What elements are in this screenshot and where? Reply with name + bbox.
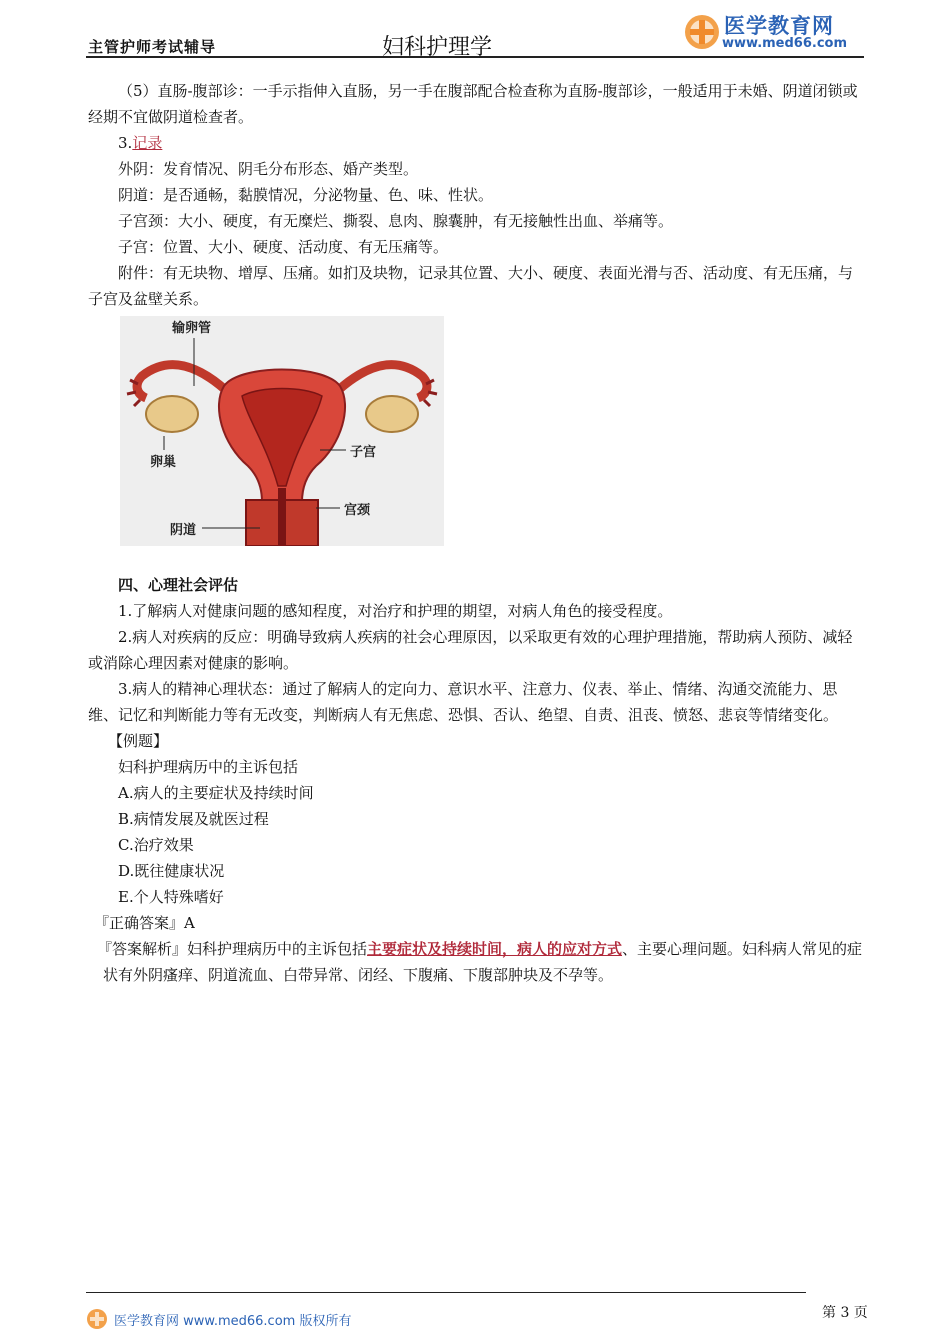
record-uterus: 子宫：位置、大小、硬度、活动度、有无压痛等。 xyxy=(118,238,449,256)
section-heading-psych: 四、心理社会评估 xyxy=(118,576,239,594)
answer-analysis xyxy=(88,936,866,988)
main-content xyxy=(88,78,866,988)
record-vulva: 外阴：发育情况、阴毛分布形态、婚产类型。 xyxy=(118,160,419,178)
correct-answer: 『正确答案』A xyxy=(94,914,195,932)
psych-item-3: 3.病人的精神心理状态：通过了解病人的定向力、意识水平、注意力、仪表、举止、情绪、沟通交流能力、思维、记忆和判断能力等有无改变，判断病人有无焦虑、恐惧、否认、绝望、自责、沮丧、愤怒、悲哀等情绪变化。 xyxy=(88,680,839,724)
logo-name: 医学教育网 xyxy=(724,14,834,38)
record-cervix: 子宫颈：大小、硬度，有无糜烂、撕裂、息肉、腺囊肿，有无接触性出血、举痛等。 xyxy=(118,212,674,230)
header-course: 主管护师考试辅导 xyxy=(88,38,217,56)
paragraph-rectal-exam: （5）直肠-腹部诊：一手示指伸入直肠，另一手在腹部配合检查称为直肠-腹部诊，一般适用于未婚、阴道闭锁或经期不宜做阴道检查者。 xyxy=(88,82,858,126)
logo-cross-icon xyxy=(684,14,720,50)
option-a: A.病人的主要症状及持续时间 xyxy=(118,784,314,802)
analysis-suffix: 、主要心理问题。妇科病人常见的症状有外阴瘙痒、阴道流血、白带异常、闭经、下腹痛、下腹部肿块及不孕等。 xyxy=(103,940,863,984)
uterus-diagram xyxy=(120,316,444,546)
analysis-highlight: 主要症状及持续时间，病人的应对方式 xyxy=(367,940,623,958)
record-link[interactable]: 记录 xyxy=(132,134,163,152)
option-b: B.病情发展及就医过程 xyxy=(118,810,269,828)
footer-logo-icon xyxy=(86,1308,108,1330)
option-e: E.个人特殊嗜好 xyxy=(118,888,224,906)
footer-copyright: 医学教育网 www.med66.com 版权所有 xyxy=(114,1314,352,1329)
label-cervix: 宫颈 xyxy=(344,503,371,518)
label-tube: 输卵管 xyxy=(172,321,212,336)
record-adnexa: 附件：有无块物、增厚、压痛。如扪及块物，记录其位置、大小、硬度、表面光滑与否、活动度、有无压痛，与子宫及盆壁关系。 xyxy=(88,264,854,308)
uterus-illustration xyxy=(120,316,444,546)
record-heading xyxy=(88,130,866,156)
label-vagina: 阴道 xyxy=(170,523,197,538)
analysis-prefix: 『答案解析』妇科护理病历中的主诉包括 xyxy=(97,940,368,958)
record-vagina: 阴道：是否通畅，黏膜情况，分泌物量、色、味、性状。 xyxy=(118,186,494,204)
logo-url: www.med66.com xyxy=(722,36,848,51)
header-rule xyxy=(86,56,864,58)
label-ovary: 卵巢 xyxy=(150,455,177,470)
record-number: 3. xyxy=(118,134,133,152)
example-label: 【例题】 xyxy=(108,732,169,750)
page-title: 妇科护理学 xyxy=(382,35,493,60)
psych-item-1: 1.了解病人对健康问题的感知程度，对治疗和护理的期望，对病人角色的接受程度。 xyxy=(118,602,673,620)
page-number: 第 3 页 xyxy=(822,1305,868,1321)
label-uterus: 子宫 xyxy=(350,445,377,460)
question-text: 妇科护理病历中的主诉包括 xyxy=(118,758,299,776)
option-c: C.治疗效果 xyxy=(118,836,194,854)
option-d: D.既往健康状况 xyxy=(118,862,225,880)
site-logo[interactable] xyxy=(684,10,864,56)
footer-rule xyxy=(86,1292,806,1293)
psych-item-2: 2.病人对疾病的反应：明确导致病人疾病的社会心理原因，以采取更有效的心理护理措施，帮助病人预防、减轻或消除心理因素对健康的影响。 xyxy=(88,628,853,672)
